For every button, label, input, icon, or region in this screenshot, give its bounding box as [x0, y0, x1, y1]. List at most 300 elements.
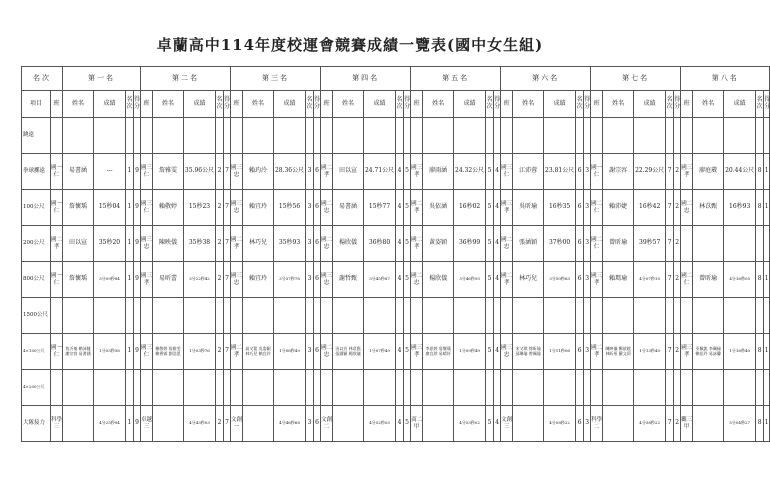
- cell-cls: 國三孝: [501, 190, 513, 226]
- cell-name: 賴敬婷: [153, 190, 184, 226]
- empty-cell: [404, 118, 411, 154]
- cell-pts: 2: [674, 262, 681, 298]
- event-name: 100公尺: [22, 190, 51, 226]
- table-row: [22, 406, 770, 442]
- empty-cell: [141, 370, 153, 406]
- col-rank-label: 名次: [396, 91, 404, 118]
- cell-name: [63, 406, 94, 442]
- cell-cls: 國二仁: [591, 190, 603, 226]
- cell-res: 24.32公尺: [454, 154, 486, 190]
- cell-rank: 6: [576, 226, 584, 262]
- cell-name: 李思婷 詹懷瑀 廖宜珍 易晴妤: [423, 334, 454, 370]
- cell-name: 賴宜玲: [243, 190, 274, 226]
- empty-cell: [141, 118, 153, 154]
- empty-cell: [184, 118, 216, 154]
- empty-cell: [544, 118, 576, 154]
- col-res-label: 成績: [634, 91, 666, 118]
- cell-name: 田以宣 林苡甄 張涵穎 楊欣儀: [333, 334, 364, 370]
- cell-res: 35秒38: [184, 226, 216, 262]
- cell-pts: 9: [134, 334, 141, 370]
- cell-pts: 6: [314, 406, 321, 442]
- empty-cell: [764, 298, 770, 334]
- cell-name: 賴玓泠: [243, 154, 274, 190]
- table-row: [22, 190, 770, 226]
- col-cls-label: 班: [501, 91, 513, 118]
- cell-cls: 文創二: [321, 406, 333, 442]
- empty-cell: [141, 298, 153, 334]
- empty-cell: [306, 298, 314, 334]
- cell-res: 1分03秒58: [94, 334, 126, 370]
- cell-rank: 1: [126, 190, 134, 226]
- cell-res: 3分45秒87: [364, 262, 396, 298]
- empty-cell: [126, 298, 134, 334]
- cell-pts: 5: [404, 262, 411, 298]
- col-res-label: 成績: [274, 91, 306, 118]
- cell-res: 20.44公尺: [724, 154, 756, 190]
- empty-cell: [314, 118, 321, 154]
- event-name: 跳遠: [22, 118, 51, 154]
- empty-cell: [681, 370, 693, 406]
- cell-cls: 國三仁: [141, 190, 153, 226]
- empty-cell: [134, 370, 141, 406]
- cell-pts: 7: [224, 190, 231, 226]
- cell-name: 詹懷瑀: [63, 262, 94, 298]
- corner-event-label: 項目: [22, 91, 51, 118]
- event-name: 800公尺: [22, 262, 51, 298]
- cell-rank: 3: [306, 190, 314, 226]
- cell-pts: 6: [314, 154, 321, 190]
- empty-cell: [231, 298, 243, 334]
- cell-res: 1分06秒49: [274, 334, 306, 370]
- cell-pts: 5: [404, 154, 411, 190]
- cell-pts: 6: [314, 190, 321, 226]
- col-pts-label: 得分: [674, 91, 681, 118]
- cell-name: 賴沛婕: [603, 190, 634, 226]
- cell-pts: 4: [494, 262, 501, 298]
- empty-cell: [681, 298, 693, 334]
- cell-name: 巫佩凱 李珮榆 賴佳玲 易詠馨: [693, 334, 724, 370]
- cell-res: 4分58秒22: [544, 406, 576, 442]
- cell-rank: 4: [396, 334, 404, 370]
- place-header-7: 第七名: [591, 67, 681, 91]
- empty-cell: [51, 370, 63, 406]
- results-table: [21, 66, 770, 442]
- empty-cell: [756, 298, 764, 334]
- cell-name: 張涵穎: [513, 226, 544, 262]
- cell-pts: 1: [764, 154, 770, 190]
- cell-cls: 國二孝: [591, 334, 603, 370]
- empty-cell: [666, 370, 674, 406]
- cell-cls: 國二孝: [51, 226, 63, 262]
- cell-name: 易昕蕾: [153, 262, 184, 298]
- cell-name: 詹懷瑀: [63, 190, 94, 226]
- empty-cell: [333, 298, 364, 334]
- empty-cell: [243, 118, 274, 154]
- cell-pts: 3: [584, 262, 591, 298]
- cell-cls: 國一仁: [51, 154, 63, 190]
- cell-name: 江沛蓉: [513, 154, 544, 190]
- cell-rank: 7: [666, 262, 674, 298]
- col-name-label: 姓名: [693, 91, 724, 118]
- cell-pts: 4: [494, 226, 501, 262]
- cell-cls: 國三仁: [141, 154, 153, 190]
- col-name-label: 姓名: [243, 91, 274, 118]
- place-header-6: 第六名: [501, 67, 591, 91]
- empty-cell: [274, 298, 306, 334]
- empty-cell: [764, 370, 770, 406]
- cell-rank: 4: [396, 262, 404, 298]
- empty-cell: [756, 118, 764, 154]
- cell-rank: 6: [576, 154, 584, 190]
- cell-name: 林巧兒: [513, 262, 544, 298]
- cell-rank: 3: [306, 262, 314, 298]
- cell-res: 4分43秒03: [184, 406, 216, 442]
- cell-rank: 6: [576, 334, 584, 370]
- empty-cell: [231, 370, 243, 406]
- table-row: [22, 226, 770, 262]
- col-pts-label: 得分: [764, 91, 770, 118]
- empty-cell: [153, 118, 184, 154]
- cell-name: [603, 406, 634, 442]
- table-row: [22, 118, 770, 154]
- cell-rank: 1: [126, 154, 134, 190]
- cell-rank: 2: [216, 226, 224, 262]
- cell-pts: 7: [224, 226, 231, 262]
- empty-cell: [494, 118, 501, 154]
- cell-name: 曾昕瑜: [693, 262, 724, 298]
- empty-cell: [603, 118, 634, 154]
- empty-cell: [396, 118, 404, 154]
- col-name-label: 姓名: [63, 91, 94, 118]
- empty-cell: [51, 118, 63, 154]
- col-rank-label: 名次: [666, 91, 674, 118]
- cell-rank: 2: [216, 406, 224, 442]
- col-rank-label: 名次: [486, 91, 494, 118]
- table-row: [22, 154, 770, 190]
- empty-cell: [224, 298, 231, 334]
- cell-cls: 國二仁: [591, 226, 603, 262]
- cell-res: 36秒99: [454, 226, 486, 262]
- cell-res: 4分58秒22: [634, 406, 666, 442]
- corner-place-label: 名次: [22, 67, 63, 91]
- empty-cell: [243, 370, 274, 406]
- empty-cell: [544, 298, 576, 334]
- empty-cell: [411, 118, 423, 154]
- cell-cls: 國二孝: [501, 262, 513, 298]
- cell-cls: 國二忠: [321, 334, 333, 370]
- cell-res: [724, 226, 756, 262]
- empty-cell: [513, 370, 544, 406]
- cell-cls: 國三忠: [501, 334, 513, 370]
- cell-res: 3分50秒63: [544, 262, 576, 298]
- empty-cell: [224, 370, 231, 406]
- cell-cls: 觀三甲: [681, 406, 693, 442]
- cell-name: [243, 406, 274, 442]
- cell-name: 吳依涵: [423, 190, 454, 226]
- cell-cls: 國三忠: [141, 226, 153, 262]
- table-row: [22, 298, 770, 334]
- cell-rank: 7: [666, 190, 674, 226]
- cell-pts: 3: [584, 190, 591, 226]
- cell-name: 楊欣儀: [333, 226, 364, 262]
- cell-cls: 國二孝: [411, 190, 423, 226]
- cell-rank: 8: [756, 154, 764, 190]
- cell-res: 4分52秒03: [364, 406, 396, 442]
- cell-pts: 3: [584, 334, 591, 370]
- cell-res: 15秒04: [94, 190, 126, 226]
- cell-res: 4分07秒10: [634, 262, 666, 298]
- cell-pts: 5: [404, 406, 411, 442]
- col-cls-label: 班: [141, 91, 153, 118]
- cell-rank: 1: [126, 406, 134, 442]
- cell-rank: 1: [126, 334, 134, 370]
- cell-res: 4分46秒68: [274, 406, 306, 442]
- cell-rank: 5: [486, 406, 494, 442]
- empty-cell: [314, 370, 321, 406]
- cell-res: 22.29公尺: [634, 154, 666, 190]
- empty-cell: [693, 298, 724, 334]
- col-res-label: 成績: [544, 91, 576, 118]
- event-name: 1500公尺: [22, 298, 51, 334]
- empty-cell: [423, 118, 454, 154]
- col-name-label: 姓名: [333, 91, 364, 118]
- cell-pts: 3: [584, 226, 591, 262]
- col-class-label: 班: [51, 91, 63, 118]
- cell-name: 黃姿穎: [423, 226, 454, 262]
- cell-cls: 國三孝: [411, 154, 423, 190]
- cell-name: 高又絜 吳姿穎 林巧兒 賴宜玲: [243, 334, 274, 370]
- place-header-8: 第八名: [681, 67, 770, 91]
- empty-cell: [513, 118, 544, 154]
- cell-cls: 國二孝: [321, 154, 333, 190]
- cell-rank: 5: [486, 262, 494, 298]
- cell-name: [423, 406, 454, 442]
- col-rank-label: 名次: [576, 91, 584, 118]
- cell-cls: 文創一: [231, 406, 243, 442]
- cell-pts: 6: [314, 334, 321, 370]
- col-res-label: 成績: [184, 91, 216, 118]
- cell-cls: 科學二: [591, 406, 603, 442]
- cell-res: 5分04秒27: [724, 406, 756, 442]
- cell-cls: 國一仁: [51, 190, 63, 226]
- empty-cell: [396, 298, 404, 334]
- empty-cell: [544, 370, 576, 406]
- cell-res: 3分37秒78: [274, 262, 306, 298]
- empty-cell: [314, 298, 321, 334]
- cell-rank: 2: [216, 262, 224, 298]
- cell-res: 23.81公尺: [544, 154, 576, 190]
- empty-cell: [321, 298, 333, 334]
- cell-pts: 7: [224, 406, 231, 442]
- cell-res: 1分09秒49: [454, 334, 486, 370]
- col-pts-label: 得分: [584, 91, 591, 118]
- empty-cell: [494, 370, 501, 406]
- empty-cell: [51, 298, 63, 334]
- empty-cell: [134, 118, 141, 154]
- col-rank-label: 名次: [126, 91, 134, 118]
- empty-cell: [243, 298, 274, 334]
- cell-name: 詹雅雯: [153, 154, 184, 190]
- cell-cls: 國二忠: [501, 226, 513, 262]
- empty-cell: [134, 298, 141, 334]
- col-name-label: 姓名: [603, 91, 634, 118]
- empty-cell: [184, 370, 216, 406]
- cell-pts: 7: [224, 154, 231, 190]
- event-name: 4×100公尺: [22, 334, 51, 370]
- cell-rank: 2: [216, 190, 224, 226]
- empty-cell: [591, 298, 603, 334]
- cell-pts: 1: [764, 262, 770, 298]
- place-header-4: 第四名: [321, 67, 411, 91]
- empty-cell: [404, 370, 411, 406]
- empty-cell: [603, 298, 634, 334]
- empty-cell: [63, 118, 94, 154]
- cell-rank: 7: [666, 334, 674, 370]
- cell-res: 16秒93: [724, 190, 756, 226]
- table-row: [22, 262, 770, 298]
- cell-pts: 3: [584, 154, 591, 190]
- cell-rank: 6: [576, 406, 584, 442]
- cell-name: [333, 406, 364, 442]
- cell-rank: 3: [306, 406, 314, 442]
- cell-pts: 4: [494, 190, 501, 226]
- empty-cell: [454, 298, 486, 334]
- cell-res: 1分11秒06: [544, 334, 576, 370]
- cell-pts: 4: [494, 154, 501, 190]
- cell-res: 4分16秒05: [724, 262, 756, 298]
- empty-cell: [591, 118, 603, 154]
- cell-rank: 2: [216, 154, 224, 190]
- cell-res: 1分13秒40: [634, 334, 666, 370]
- empty-cell: [634, 298, 666, 334]
- cell-rank: 4: [396, 154, 404, 190]
- cell-res: 4分25秒94: [94, 406, 126, 442]
- cell-rank: 7: [666, 154, 674, 190]
- cell-res: 15秒77: [364, 190, 396, 226]
- cell-pts: 5: [404, 190, 411, 226]
- empty-cell: [153, 298, 184, 334]
- col-rank-label: 名次: [216, 91, 224, 118]
- cell-pts: 6: [314, 226, 321, 262]
- cell-rank: 7: [666, 226, 674, 262]
- cell-cls: 國三忠: [321, 262, 333, 298]
- cell-res: 16秒42: [634, 190, 666, 226]
- cell-name: 廖雨涵: [423, 154, 454, 190]
- cell-cls: 文創三: [501, 406, 513, 442]
- cell-name: 曾昕瑜: [603, 226, 634, 262]
- cell-name: 吳昕瑜: [513, 190, 544, 226]
- cell-rank: 5: [486, 226, 494, 262]
- cell-cls: 國一仁: [51, 334, 63, 370]
- cell-pts: 1: [764, 406, 770, 442]
- cell-cls: 國二忠: [411, 262, 423, 298]
- cell-cls: 國三忠: [231, 154, 243, 190]
- cell-rank: 3: [306, 226, 314, 262]
- cell-cls: 國二忠: [321, 226, 333, 262]
- cell-pts: 9: [134, 406, 141, 442]
- cell-name: 謝哲甄: [333, 262, 364, 298]
- empty-cell: [306, 370, 314, 406]
- empty-cell: [94, 370, 126, 406]
- cell-cls: 國三孝: [681, 334, 693, 370]
- empty-cell: [591, 370, 603, 406]
- page-title: 卓蘭高中114年度校運會競賽成績一覽表(國中女生組): [156, 36, 544, 54]
- cell-cls: 科學三: [51, 406, 63, 442]
- cell-name: 賴宜玲: [243, 262, 274, 298]
- empty-cell: [681, 118, 693, 154]
- col-pts-label: 得分: [224, 91, 231, 118]
- empty-cell: [404, 298, 411, 334]
- col-res-label: 成績: [724, 91, 756, 118]
- cell-res: 36秒80: [364, 226, 396, 262]
- empty-cell: [216, 298, 224, 334]
- cell-rank: 6: [576, 262, 584, 298]
- cell-name: [153, 406, 184, 442]
- cell-res: 28.36公尺: [274, 154, 306, 190]
- cell-pts: 2: [674, 334, 681, 370]
- cell-pts: 5: [404, 226, 411, 262]
- cell-pts: 4: [494, 334, 501, 370]
- empty-cell: [454, 118, 486, 154]
- cell-rank: 1: [126, 226, 134, 262]
- cell-rank: 8: [756, 406, 764, 442]
- empty-cell: [494, 298, 501, 334]
- empty-cell: [603, 370, 634, 406]
- cell-rank: 5: [486, 190, 494, 226]
- col-name-label: 姓名: [423, 91, 454, 118]
- place-header-1: 第一名: [63, 67, 141, 91]
- col-name-label: 姓名: [153, 91, 184, 118]
- empty-cell: [576, 298, 584, 334]
- empty-cell: [724, 118, 756, 154]
- cell-res: 1分03秒76: [184, 334, 216, 370]
- empty-cell: [63, 370, 94, 406]
- cell-cls: 國三孝: [681, 154, 693, 190]
- cell-cls: 國二仁: [681, 262, 693, 298]
- cell-res: 35秒20: [94, 226, 126, 262]
- cell-cls: 國二忠: [321, 190, 333, 226]
- cell-name: 陳映儀: [153, 226, 184, 262]
- cell-res: 3分46秒93: [454, 262, 486, 298]
- cell-rank: [756, 226, 764, 262]
- cell-cls: [681, 226, 693, 262]
- empty-cell: [216, 118, 224, 154]
- event-name: 大隊接力: [22, 406, 51, 442]
- cell-rank: 5: [486, 154, 494, 190]
- col-res-label: 成績: [454, 91, 486, 118]
- empty-cell: [224, 118, 231, 154]
- empty-cell: [674, 370, 681, 406]
- empty-cell: [674, 298, 681, 334]
- empty-cell: [454, 370, 486, 406]
- cell-pts: 2: [674, 154, 681, 190]
- cell-rank: 5: [486, 334, 494, 370]
- empty-cell: [693, 118, 724, 154]
- cell-name: [693, 226, 724, 262]
- empty-cell: [411, 298, 423, 334]
- empty-cell: [666, 298, 674, 334]
- cell-res: 39秒57: [634, 226, 666, 262]
- empty-cell: [333, 118, 364, 154]
- empty-cell: [153, 370, 184, 406]
- cell-cls: 國一仁: [591, 154, 603, 190]
- empty-cell: [501, 370, 513, 406]
- cell-rank: 8: [756, 334, 764, 370]
- table-row: [22, 370, 770, 406]
- cell-res: 16秒02: [454, 190, 486, 226]
- empty-cell: [584, 118, 591, 154]
- place-header-2: 第二名: [141, 67, 231, 91]
